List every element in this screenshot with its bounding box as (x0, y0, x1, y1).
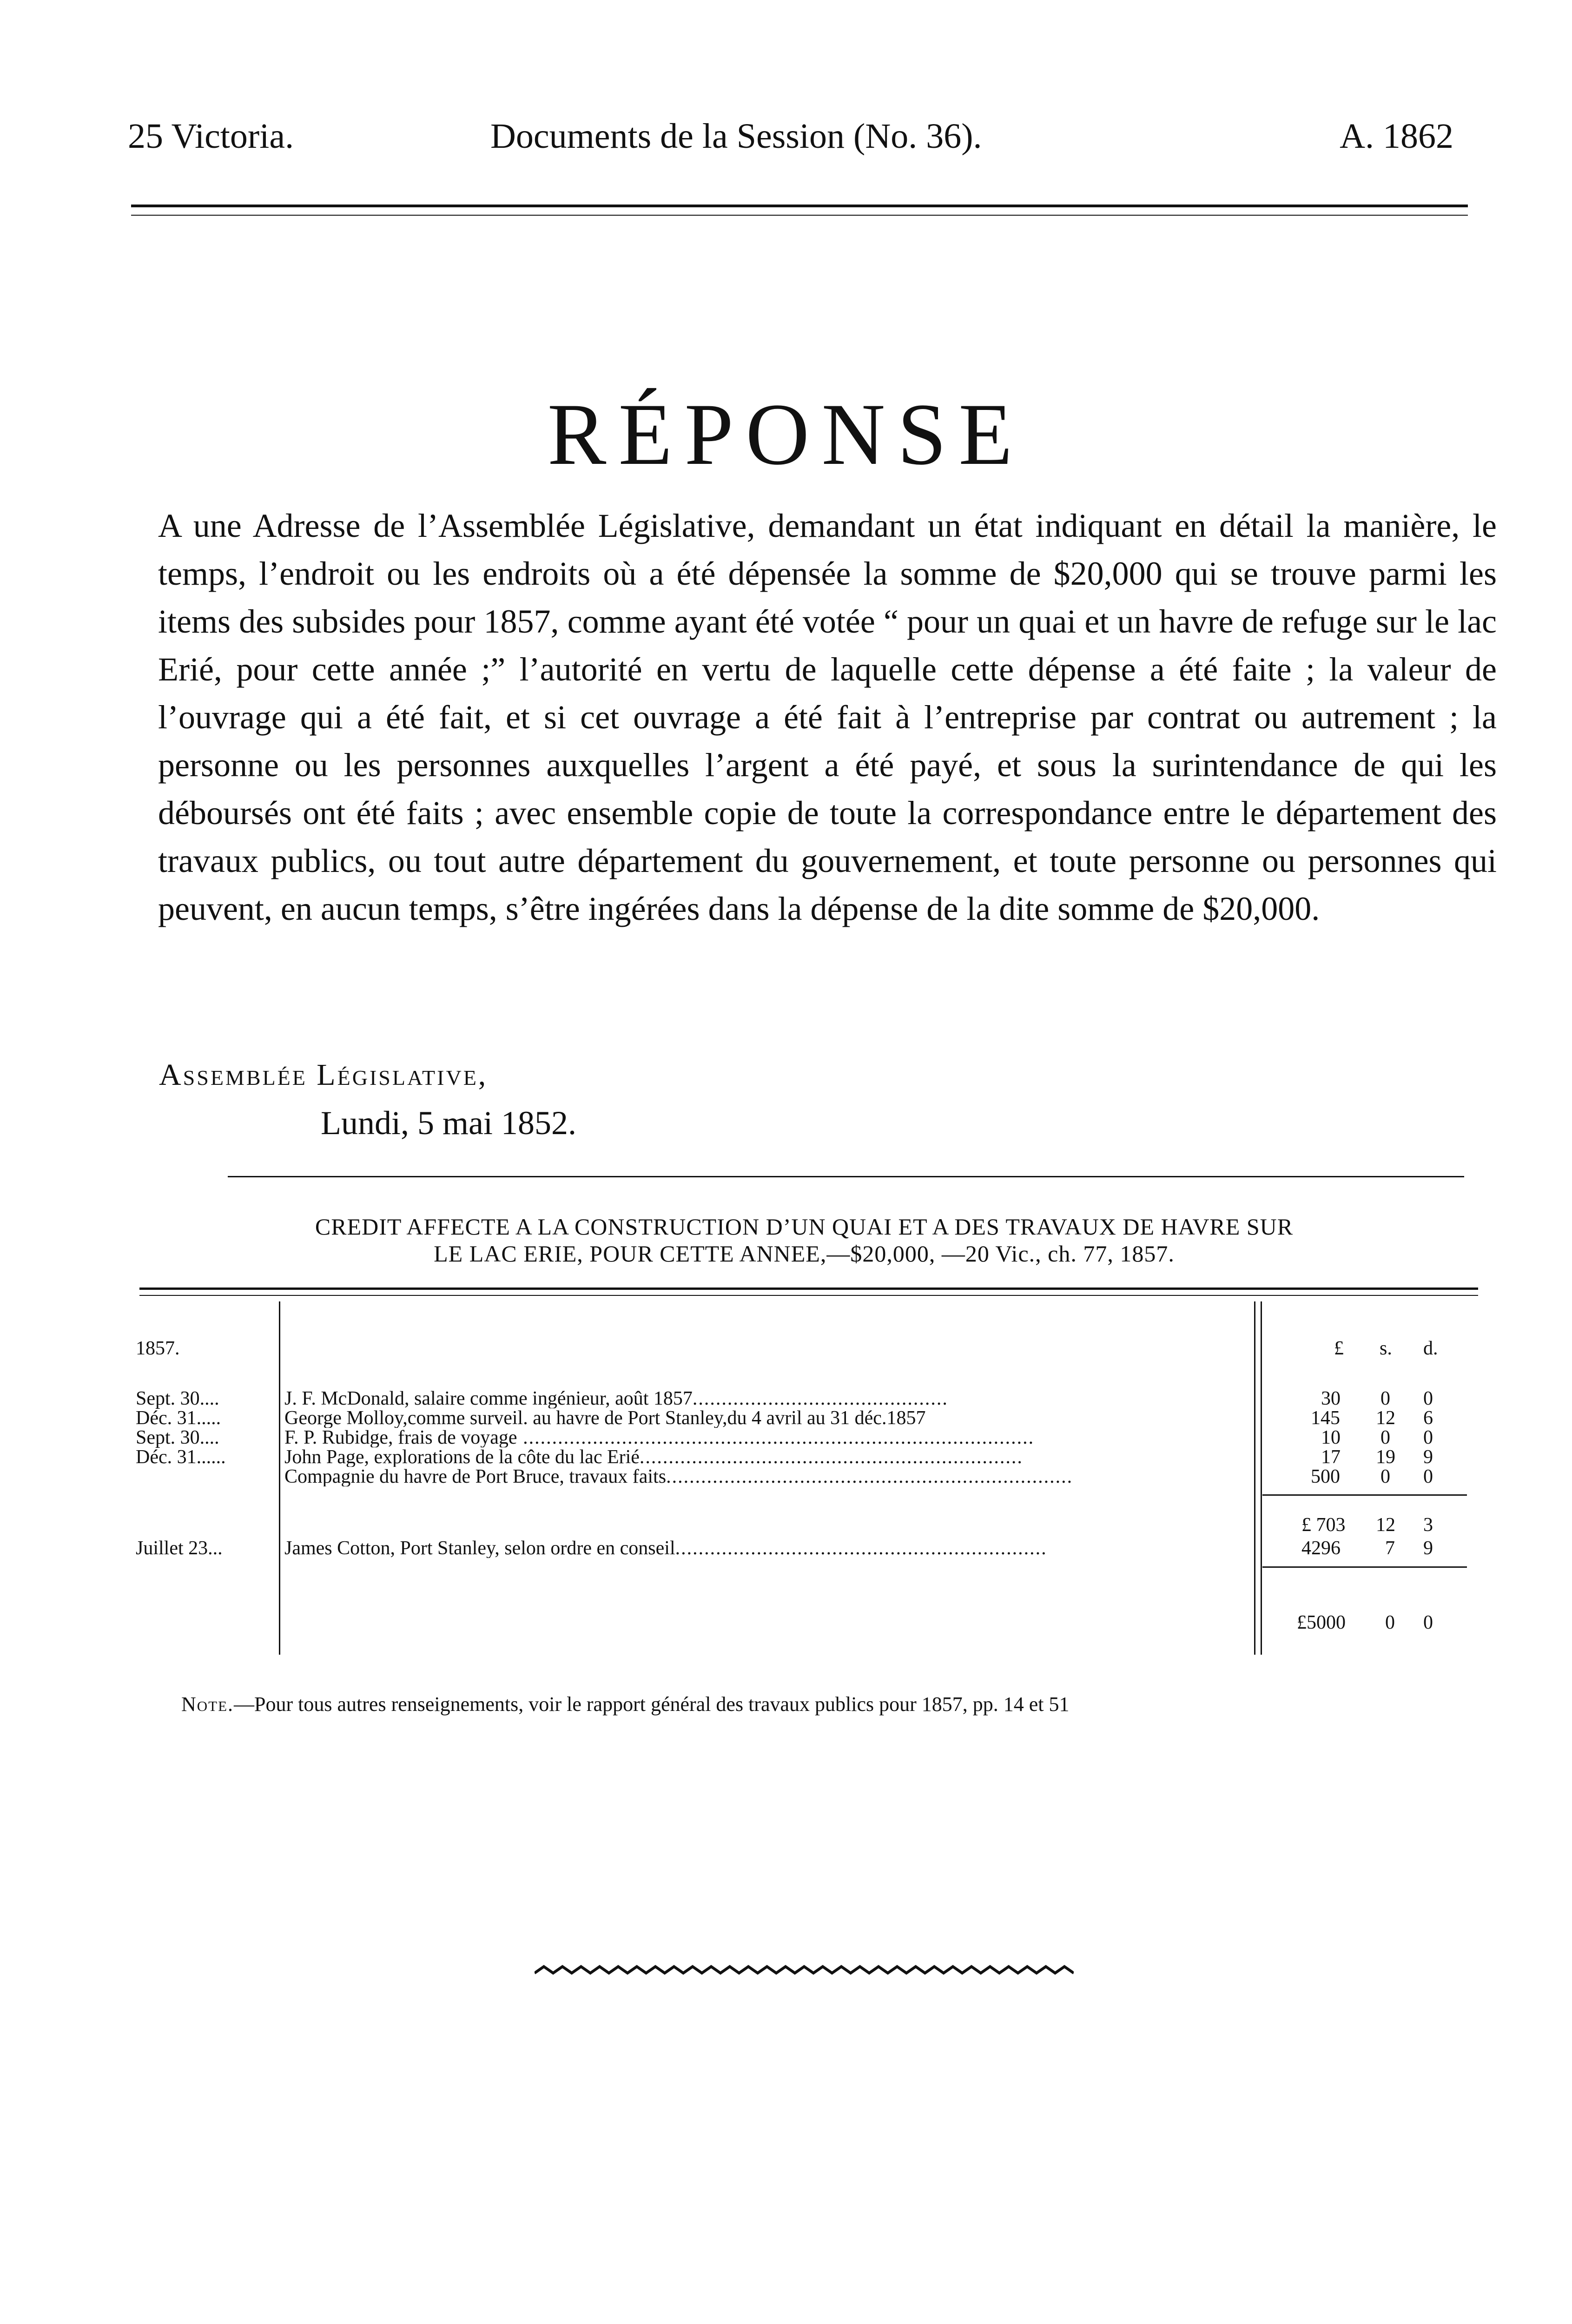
row-shillings: 0 (1380, 1388, 1390, 1409)
credit-heading-line1: CREDIT AFFECTE A LA CONSTRUCTION D’UN QUAI ET A DES TRAVAUX DE HAVRE SUR (315, 1214, 1294, 1240)
table-year: 1857. (136, 1338, 180, 1359)
row-pence: 9 (1423, 1446, 1433, 1468)
footnote-text: —Pour tous autres renseignements, voir le rapport général des travaux publics pour 1857, pp. 14 et 51 (234, 1693, 1070, 1716)
row-date: Déc. 31..... (136, 1407, 221, 1429)
row-description: Compagnie du havre de Port Bruce, travaux faits...................................................................... (284, 1467, 1073, 1486)
credit-heading (121, 1213, 1487, 1267)
header-regnal-year: 25 Victoria. (128, 117, 294, 156)
currency-header-shillings: s. (1380, 1338, 1392, 1359)
row-date: Sept. 30.... (136, 1427, 219, 1448)
row-pounds: 17 (1321, 1446, 1341, 1468)
credit-heading-line2: LE LAC ERIE, POUR CETTE ANNEE,—$20,000, —20 Vic., ch. 77, 1857. (434, 1241, 1175, 1267)
row-description: George Molloy,comme surveil. au havre de Port Stanley,du 4 avril au 31 déc.1857 (284, 1408, 926, 1428)
header-rule-thin (131, 215, 1468, 216)
address-paragraph: A une Adresse de l’Assemblée Législative, demandant un état indiquant en détail la manière, le temps, l’endroit ou les endroits où a été dépensée la somme de $20,000 qui se trouve parmi les items des subsides pour 1857, comme ayant été votée “ pour un quai et un havre de refuge sur le lac Erié, pour cette année ;” l’autorité en vertu de laquelle cette dépense a été faite ; la valeur de l’ouvrage qui a été fait, et si cet ouvrage a été fait à l’entreprise par contrat ou autrement ; la personne ou les personnes auxquelles l’argent a été payé, et sous la surintendance de qui les déboursés ont été faits ; avec ensemble copie de toute la correspondance entre le département des travaux publics, ou tout autre département du gouvernement, et toute personne ou personnes qui peuvent, en aucun temps, s’être ingérées dans la dépense de la dite somme de $20,000. (158, 507, 1497, 927)
header-rule-thick (131, 205, 1468, 207)
subtotal-pounds: £ 703 (1301, 1514, 1346, 1536)
currency-header-pence: d. (1423, 1338, 1438, 1359)
decorative-squiggle-icon (535, 1959, 1074, 1987)
row-description: F. P. Rubidge, frais de voyage ........................................................................................ (284, 1428, 1035, 1447)
table-divider-date (279, 1301, 280, 1655)
footnote-label: Note. (181, 1693, 234, 1716)
row-pence: 6 (1423, 1407, 1433, 1429)
header-session-title: Documents de la Session (No. 36). (490, 117, 982, 156)
row-pence: 0 (1423, 1388, 1433, 1409)
total-pence: 0 (1423, 1612, 1433, 1633)
header-year: A. 1862 (1340, 117, 1453, 156)
row-shillings: 0 (1380, 1427, 1390, 1448)
subtotal-rule (1262, 1494, 1467, 1496)
assembly-name: Assemblée Législative, (159, 1058, 488, 1092)
subtotal-pence: 3 (1423, 1514, 1433, 1536)
row-shillings: 7 (1385, 1538, 1395, 1559)
subtotal-shillings: 12 (1376, 1514, 1395, 1536)
row-description: James Cotton, Port Stanley, selon ordre en conseil................................................................ (284, 1538, 1047, 1558)
row-pence: 0 (1423, 1427, 1433, 1448)
row-pounds: 4296 (1301, 1538, 1341, 1559)
row-shillings: 12 (1376, 1407, 1395, 1429)
row-pounds: 10 (1321, 1427, 1341, 1448)
row-shillings: 19 (1376, 1446, 1395, 1468)
row-shillings: 0 (1380, 1466, 1390, 1487)
footnote (181, 1694, 1070, 1715)
table-rule-thick (139, 1287, 1478, 1290)
assembly-date: Lundi, 5 mai 1852. (321, 1104, 576, 1142)
table-rule-thin (139, 1295, 1478, 1296)
table-divider-amount-1 (1254, 1301, 1255, 1655)
row-pounds: 145 (1311, 1407, 1340, 1429)
currency-header-pounds: £ (1334, 1338, 1344, 1359)
total-shillings: 0 (1385, 1612, 1395, 1633)
row-description: John Page, explorations de la côte du lac Erié.................................................................. (284, 1447, 1023, 1467)
row-pence: 9 (1423, 1538, 1433, 1559)
row-date: Sept. 30.... (136, 1388, 219, 1409)
total-rule (1262, 1566, 1467, 1568)
row-pounds: 500 (1311, 1466, 1340, 1487)
row-pence: 0 (1423, 1466, 1433, 1487)
page-title: RÉPONSE (547, 386, 1025, 483)
table-divider-amount-2 (1261, 1301, 1262, 1655)
row-description: J. F. McDonald, salaire comme ingénieur, août 1857............................................ (284, 1389, 948, 1408)
row-date: Déc. 31...... (136, 1446, 226, 1468)
section-divider (228, 1176, 1464, 1177)
row-pounds: 30 (1321, 1388, 1341, 1409)
total-pounds: £5000 (1297, 1612, 1346, 1633)
row-date: Juillet 23... (136, 1538, 223, 1559)
